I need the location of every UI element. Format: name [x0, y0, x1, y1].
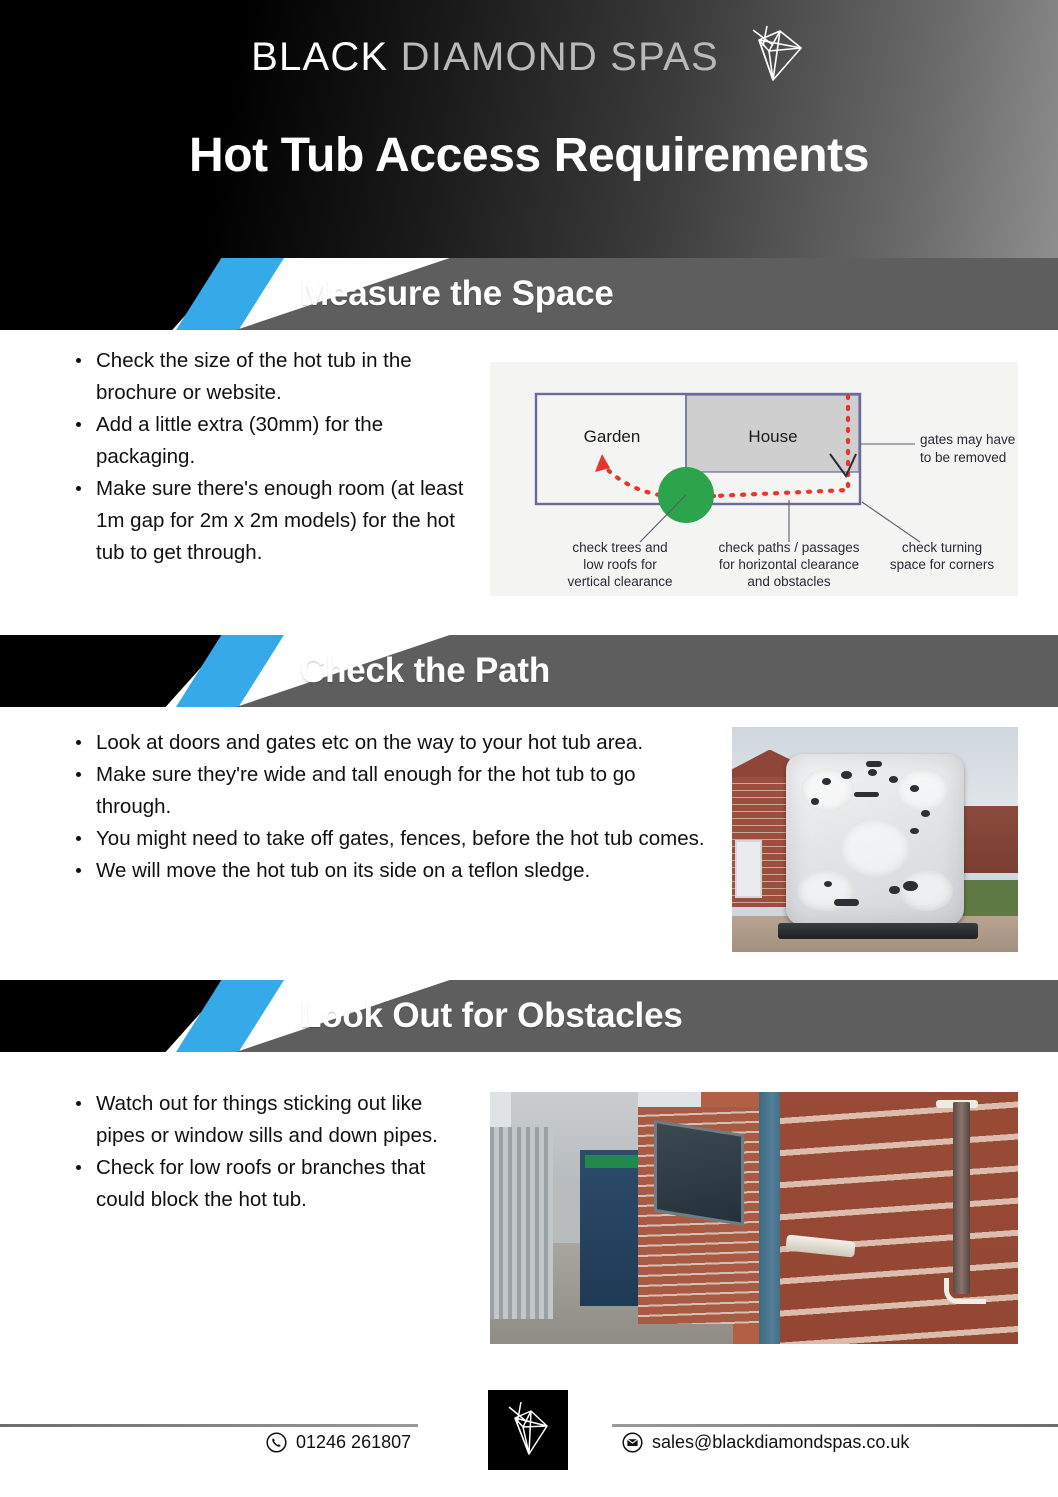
bullet-list-measure-the-space: [66, 345, 466, 569]
email-address: sales@blackdiamondspas.co.uk: [652, 1432, 910, 1452]
obstacles-photo: [490, 1092, 1018, 1344]
list-item: Watch out for things sticking out like pipes or window sills and down pipes.: [66, 1088, 466, 1152]
label-gates-line1: gates may have: [920, 432, 1016, 447]
diamond-icon: [733, 24, 807, 86]
label-house: House: [748, 427, 798, 446]
section-title-check-the-path: Check the Path: [300, 651, 551, 690]
list-item: You might need to take off gates, fences, before the hot tub comes.: [66, 823, 716, 855]
brand-logo: [0, 28, 1058, 86]
caption-3-line1: check turning: [901, 540, 983, 555]
page-header: [0, 0, 1058, 258]
envelope-icon: [622, 1432, 643, 1453]
bullet-list-look-out-for-obstacles: [66, 1088, 466, 1216]
section-banner-check-the-path: [0, 635, 1058, 707]
footer-phone[interactable]: [266, 1432, 411, 1453]
photo-metal-fence: [490, 1127, 553, 1319]
footer-logo: [488, 1390, 568, 1470]
photo-door-sign: [585, 1155, 643, 1168]
list-item: Look at doors and gates etc on the way to your hot tub area.: [66, 727, 716, 759]
photo-hot-tub-shell: [786, 754, 963, 925]
caption-2-line2: for horizontal clearance: [718, 557, 860, 572]
footer-email[interactable]: [622, 1432, 909, 1453]
diamond-icon: [497, 1396, 559, 1465]
photo-window: [735, 840, 762, 898]
list-item: Make sure there's enough room (at least 1m gap for 2m x 2m models) for the hot tub to get through.: [66, 473, 466, 569]
caption-2-line3: and obstacles: [747, 574, 831, 589]
caption-3-line2: space for corners: [889, 557, 995, 572]
hot-tub-photo: [732, 727, 1018, 952]
bullet-list-check-the-path: [66, 727, 716, 887]
label-garden: Garden: [583, 427, 641, 446]
brand-name-rest: DIAMOND SPAS: [400, 34, 719, 79]
caption-1-line2: low roofs for: [583, 557, 657, 572]
brand-name-black: BLACK: [251, 34, 389, 79]
list-item: Check the size of the hot tub in the brochure or website.: [66, 345, 466, 409]
caption-1-line3: vertical clearance: [567, 574, 673, 589]
caption-1-line1: check trees and: [572, 540, 668, 555]
list-item: Make sure they're wide and tall enough for the hot tub to go through.: [66, 759, 716, 823]
photo-window: [654, 1120, 744, 1226]
list-item: Check for low roofs or branches that could block the hot tub.: [66, 1152, 466, 1216]
page-title: Hot Tub Access Requirements: [188, 129, 870, 182]
photo-teflon-sledge: [778, 923, 978, 939]
phone-icon: [266, 1432, 287, 1453]
access-plan-svg: [490, 362, 1018, 596]
footer-divider-right: [612, 1424, 1058, 1427]
photo-down-pipe: [953, 1102, 970, 1294]
section-title-measure-the-space: Measure the Space: [300, 274, 614, 313]
caption-2-line1: check paths / passages: [718, 540, 860, 555]
access-plan-diagram: [490, 362, 1018, 596]
photo-down-pipe-bend: [944, 1278, 986, 1303]
list-item: Add a little extra (30mm) for the packaging.: [66, 409, 466, 473]
photo-near-brickwork: [780, 1092, 1018, 1344]
list-item: We will move the hot tub on its side on a teflon sledge.: [66, 855, 716, 887]
phone-number: 01246 261807: [296, 1432, 412, 1452]
section-title-look-out-for-obstacles: Look Out for Obstacles: [300, 996, 683, 1035]
label-gates-line2: to be removed: [920, 450, 1007, 465]
section-banner-measure-the-space: [0, 258, 1058, 330]
section-banner-look-out-for-obstacles: [0, 980, 1058, 1052]
footer-divider-left: [0, 1424, 418, 1427]
